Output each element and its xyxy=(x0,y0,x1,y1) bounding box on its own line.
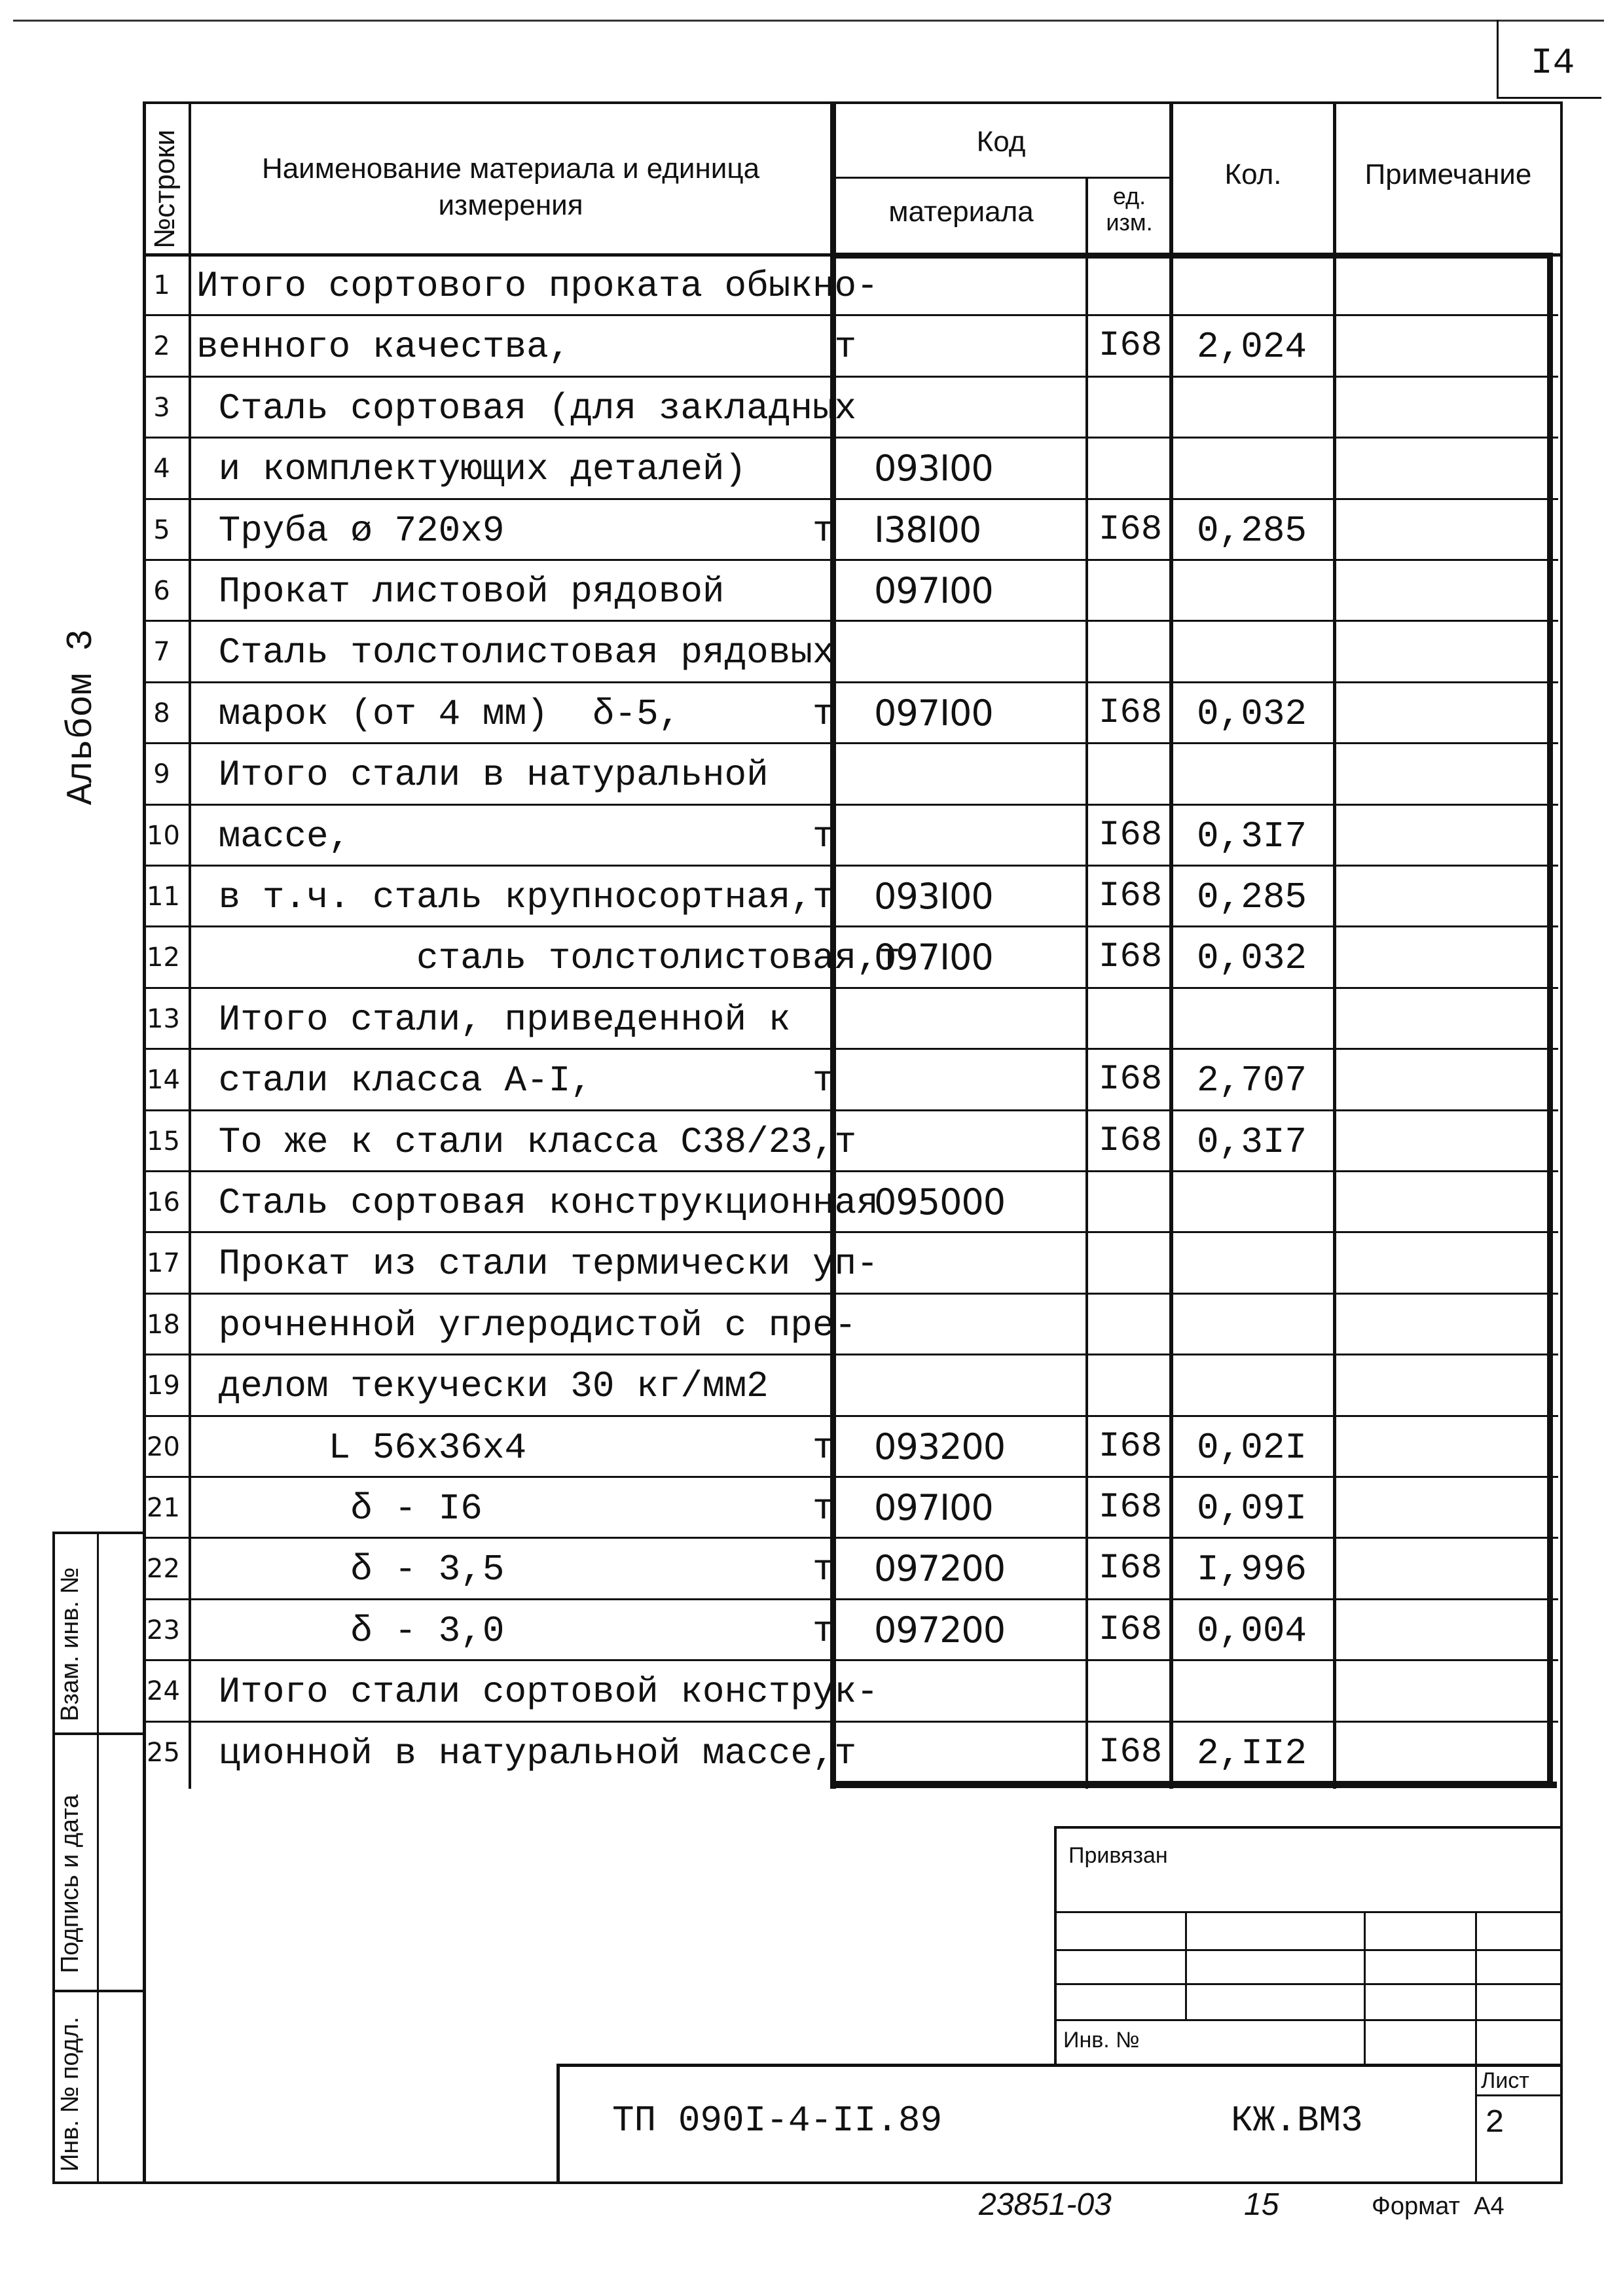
tb-line-4 xyxy=(1054,2019,1563,2021)
row-material-code: 097I00 xyxy=(874,692,993,734)
tb-privyazan-left xyxy=(1054,1826,1057,2065)
stamp-left-border xyxy=(52,1532,55,2183)
row-separator xyxy=(144,1476,1558,1478)
row-number: 19 xyxy=(147,1371,180,1401)
header-qty: Кол. xyxy=(1224,158,1282,190)
row-material-code: I38I00 xyxy=(874,509,981,550)
table-right-border xyxy=(1560,101,1563,2183)
row-qty: 0,004 xyxy=(1197,1610,1307,1652)
stamp-podpis-data: Подпись и дата xyxy=(56,1794,84,1973)
header-unit-code: ед. изм. xyxy=(1106,183,1153,236)
row-separator xyxy=(144,1598,1558,1600)
row-separator xyxy=(144,1415,1558,1417)
row-number: 8 xyxy=(153,698,170,728)
tb-main-left xyxy=(556,2064,560,2183)
header-name: Наименование материала и единица измерения xyxy=(261,152,760,221)
row-number: 11 xyxy=(147,882,180,912)
stamp-inner-line xyxy=(97,1532,99,2183)
row-qty: 2,707 xyxy=(1197,1060,1307,1102)
row-separator xyxy=(144,1537,1558,1539)
row-material-code: 097I00 xyxy=(874,937,993,978)
row-number: 18 xyxy=(147,1310,180,1340)
tb-doc-code: ТП 090I-4-II.89 xyxy=(612,2100,943,2142)
row-name: Сталь сортовая конструкционная xyxy=(196,1182,879,1224)
header-note: Примечание xyxy=(1364,158,1532,190)
row-number: 2 xyxy=(153,331,170,361)
row-separator xyxy=(144,987,1558,989)
row-separator xyxy=(144,620,1558,622)
row-name: и комплектующих деталей) xyxy=(196,448,747,490)
sheet-corner-number: I4 xyxy=(1531,42,1575,84)
tb-line-1 xyxy=(1054,1911,1563,1913)
row-name: сталь толстолистовая,т xyxy=(196,937,901,979)
row-qty: 2,024 xyxy=(1197,326,1307,368)
tb-main-top xyxy=(556,2064,1563,2067)
row-name: Труба ø 720х9 т xyxy=(196,510,835,552)
tb-inv-no: Инв. № xyxy=(1063,2028,1140,2053)
row-unit-code: I68 xyxy=(1099,1121,1163,1161)
stamp-inv-podl: Инв. № подл. xyxy=(56,2017,84,2172)
row-separator xyxy=(144,1048,1558,1050)
row-separator xyxy=(144,1109,1558,1111)
row-separator xyxy=(144,437,1558,439)
row-qty: 0,3I7 xyxy=(1197,816,1307,857)
code-subheader-line xyxy=(830,177,1172,179)
row-number: 13 xyxy=(147,1004,180,1034)
row-separator xyxy=(144,742,1558,744)
row-unit-code: I68 xyxy=(1099,937,1163,977)
row-material-code: 097I00 xyxy=(874,1487,993,1528)
row-number: 10 xyxy=(147,821,180,851)
tb-sheet-label: Лист xyxy=(1481,2068,1529,2093)
row-unit-code: I68 xyxy=(1099,1488,1163,1528)
row-unit-code: I68 xyxy=(1099,1060,1163,1100)
row-number: 22 xyxy=(147,1554,180,1584)
row-separator xyxy=(144,925,1558,927)
stamp-vzam-inv: Взам. инв. № xyxy=(56,1567,84,1721)
header-material-code: материала xyxy=(888,196,1034,228)
footer-format: Формат А4 xyxy=(1372,2193,1504,2220)
row-name: ционной в натуральной массе,т xyxy=(196,1732,857,1774)
row-qty: 0,3I7 xyxy=(1197,1121,1307,1163)
row-number: 21 xyxy=(147,1493,180,1523)
row-name: L 56х36х4 т xyxy=(196,1427,835,1469)
row-name: массе, т xyxy=(196,816,835,857)
row-separator xyxy=(144,681,1558,683)
row-name: δ - 3,5 т xyxy=(196,1549,835,1590)
row-separator xyxy=(144,498,1558,500)
row-separator xyxy=(144,865,1558,867)
row-name: Прокат листовой рядовой xyxy=(196,571,725,613)
row-unit-code: I68 xyxy=(1099,326,1163,366)
row-material-code: 093I00 xyxy=(874,876,993,917)
row-qty: 0,032 xyxy=(1197,693,1307,735)
header-code: Код xyxy=(976,126,1026,158)
row-qty: I,996 xyxy=(1197,1549,1307,1590)
row-number: 5 xyxy=(153,515,170,545)
table-bottom-thick xyxy=(830,1782,1557,1788)
row-name: венного качества, т xyxy=(196,326,857,368)
row-separator xyxy=(144,376,1558,378)
row-material-code: 097200 xyxy=(874,1548,1006,1589)
corner-box-left xyxy=(1497,20,1499,98)
row-name: Итого стали в натуральной xyxy=(196,754,769,796)
row-name: рочненной углеродистой с пре- xyxy=(196,1304,857,1346)
row-number: 12 xyxy=(147,942,180,973)
row-number: 9 xyxy=(153,759,170,789)
row-separator xyxy=(144,1721,1558,1723)
top-border-line xyxy=(13,20,1604,22)
row-separator xyxy=(144,1354,1558,1355)
row-number: 25 xyxy=(147,1738,180,1768)
row-number: 23 xyxy=(147,1615,180,1645)
footer-page: 15 xyxy=(1244,2187,1279,2222)
row-unit-code: I68 xyxy=(1099,693,1163,733)
tb-sheet-no: 2 xyxy=(1485,2105,1505,2142)
row-unit-code: I68 xyxy=(1099,1427,1163,1467)
row-material-code: 095000 xyxy=(874,1181,1006,1223)
row-material-code: 097I00 xyxy=(874,570,993,611)
row-name: Итого стали сортовой конструк- xyxy=(196,1671,879,1713)
tb-mark: КЖ.ВМ3 xyxy=(1231,2100,1363,2142)
row-separator xyxy=(144,1231,1558,1233)
row-material-code: 093I00 xyxy=(874,448,993,489)
row-qty: 0,032 xyxy=(1197,937,1307,979)
row-material-code: 097200 xyxy=(874,1609,1006,1651)
row-unit-code: I68 xyxy=(1099,1732,1163,1772)
row-separator xyxy=(144,559,1558,561)
row-name: δ - 3,0 т xyxy=(196,1610,835,1652)
tb-privyazan: Привязан xyxy=(1068,1843,1168,1868)
row-number: 1 xyxy=(153,270,170,300)
tb-vline-3 xyxy=(1475,1911,1477,2181)
row-unit-code: I68 xyxy=(1099,816,1163,855)
tb-vline-1 xyxy=(1185,1911,1187,2019)
row-name: Итого сортового проката обыкно- xyxy=(196,265,879,307)
tb-vline-2 xyxy=(1364,1911,1366,2065)
row-number: 6 xyxy=(153,576,170,606)
tb-sheet-line xyxy=(1475,2094,1563,2096)
row-name: δ - I6 т xyxy=(196,1488,835,1530)
row-qty: 0,02I xyxy=(1197,1427,1307,1469)
row-qty: 0,285 xyxy=(1197,876,1307,918)
tb-privyazan-top xyxy=(1054,1826,1563,1829)
row-name: Прокат из стали термически уп- xyxy=(196,1243,879,1285)
row-unit-code: I68 xyxy=(1099,1610,1163,1650)
row-separator xyxy=(144,1293,1558,1295)
row-unit-code: I68 xyxy=(1099,510,1163,550)
row-name: Сталь сортовая (для закладных xyxy=(196,387,857,429)
row-unit-code: I68 xyxy=(1099,1549,1163,1588)
row-number: 20 xyxy=(147,1432,180,1462)
header-row-no: №строки xyxy=(149,129,181,249)
row-separator xyxy=(144,804,1558,806)
tb-line-3 xyxy=(1054,1983,1563,1985)
row-material-code: 093200 xyxy=(874,1426,1006,1467)
row-number: 17 xyxy=(147,1248,180,1278)
row-name: стали класса А-I, т xyxy=(196,1060,835,1102)
row-name: Сталь толстолистовая рядовых xyxy=(196,632,835,673)
row-qty: 0,285 xyxy=(1197,510,1307,552)
row-name: Итого стали, приведенной к xyxy=(196,999,791,1041)
row-number: 7 xyxy=(153,637,170,667)
row-separator xyxy=(144,1659,1558,1661)
stamp-bottom xyxy=(52,2181,1563,2184)
row-separator xyxy=(144,1170,1558,1172)
row-qty: 2,II2 xyxy=(1197,1732,1307,1774)
row-number: 4 xyxy=(153,454,170,484)
row-number: 24 xyxy=(147,1676,180,1706)
corner-box-bottom xyxy=(1497,97,1601,99)
row-qty: 0,09I xyxy=(1197,1488,1307,1530)
footer-order-no: 23851-03 xyxy=(979,2187,1112,2222)
tb-line-2 xyxy=(1054,1949,1563,1951)
row-number: 14 xyxy=(147,1065,180,1095)
col-rownum-divider xyxy=(189,101,191,1789)
row-name: в т.ч. сталь крупносортная,т xyxy=(196,876,835,918)
row-number: 16 xyxy=(147,1187,180,1217)
table-top-border xyxy=(143,101,1563,104)
album-label: Альбом 3 xyxy=(60,629,102,805)
row-separator xyxy=(144,314,1558,316)
row-name: марок (от 4 мм) δ-5, т xyxy=(196,693,835,735)
row-name: То же к стали класса С38/23,т xyxy=(196,1121,857,1163)
row-unit-code: I68 xyxy=(1099,876,1163,916)
row-number: 3 xyxy=(153,393,170,423)
row-number: 15 xyxy=(147,1126,180,1157)
table-left-border xyxy=(143,101,146,2183)
row-name: делом текучески 30 кг/мм2 xyxy=(196,1365,769,1407)
